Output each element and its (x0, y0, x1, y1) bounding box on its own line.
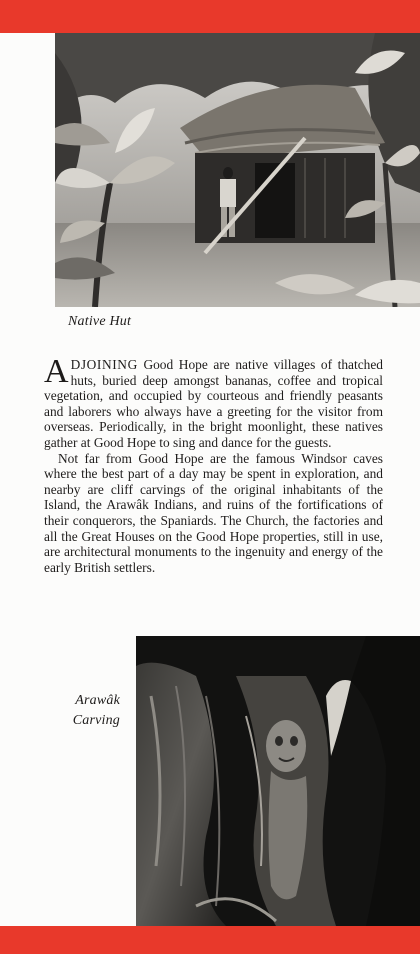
paragraph-1-text: Good Hope are native villages of thatched huts, buried deep amongst bananas, coffee and tropical vegetation, and occupied by courteous and friendly peasants and laborers who always have a greeting for the visitor from overseas. Periodically, in the bright moonlight, these natives gather at Good Hope to sing and dance for the guests. (44, 357, 383, 450)
native-hut-caption: Native Hut (68, 314, 132, 329)
article-paragraph-2: Not far from Good Hope are the famous Windsor caves where the best part of a day may be spent in exploration, and nearby are cliff carvings of the original inhabitants of the Island, the Arawâk Indians, and ruins of the fortifications of their conquerors, the Spaniards. The Church, the factories and all the Great Houses on the Good Hope properties, still in use, are architectural monuments to the ingenuity and energy of the early British settlers. (44, 450, 383, 575)
arawak-carving-photo (136, 636, 420, 926)
article-body (44, 353, 383, 575)
top-red-band (0, 0, 420, 33)
carving-caption-line-1: Arawâk (75, 693, 120, 708)
article-paragraph-1 (44, 353, 383, 451)
arawak-carving-caption (40, 691, 120, 731)
native-hut-photo (55, 33, 420, 307)
carving-caption-line-2: Carving (72, 713, 120, 728)
lead-word: DJOINING (70, 357, 138, 372)
bottom-red-band (0, 926, 420, 954)
drop-cap: A (44, 353, 69, 390)
